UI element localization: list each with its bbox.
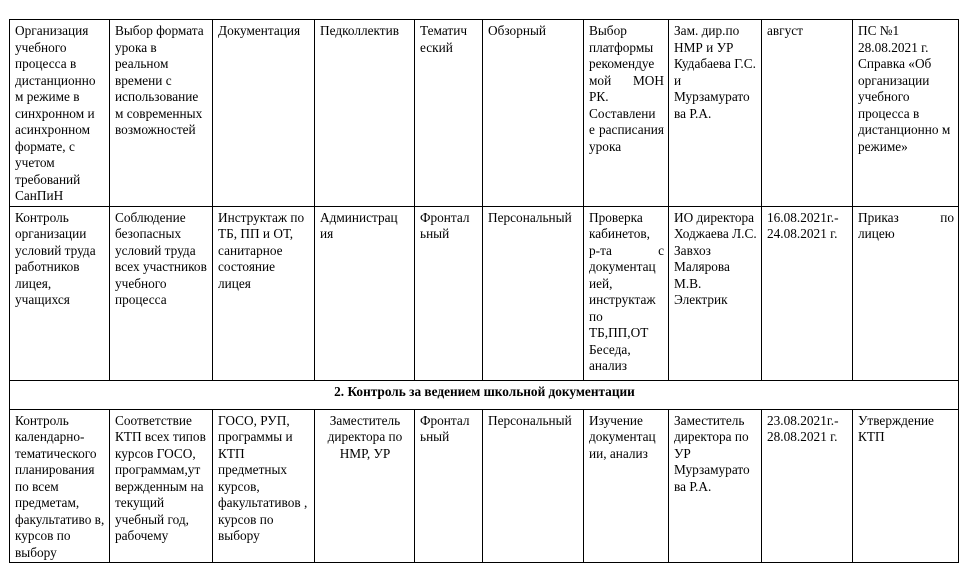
table-cell-dates: август [762, 20, 853, 207]
table-cell-measure: Организация учебного процесса в дистанционно м режиме в синхронном и асинхронном формате, с учетом требований СанПиН [10, 20, 110, 207]
table-cell-method: Выбор платформы рекомендуе мой МОН РК. Составлени е расписания урока [584, 20, 669, 207]
table-cell-object: Документация [213, 20, 315, 207]
table-cell-object: ГОСО, РУП, программы и КТП предметных курсов, факультативов , курсов по выбору [213, 409, 315, 563]
table-cell-goal: Выбор формата урока в реальном времени с использование м современных возможностей [110, 20, 213, 207]
table-cell-subject: Заместитель директора по НМР, УР [315, 409, 415, 563]
table-cell-dates: 16.08.2021г.- 24.08.2021 г. [762, 206, 853, 380]
table-cell-object: Инструктаж по ТБ, ПП и ОТ, санитарное состояние лицея [213, 206, 315, 380]
section-title: 2. Контроль за ведением школьной документации [10, 380, 959, 409]
table-cell-method: Изучение документац ии, анализ [584, 409, 669, 563]
table-cell-measure: Контроль календарно-тематического планирования по всем предметам, факультативо в, курсов по выбору [10, 409, 110, 563]
table-cell-dates: 23.08.2021г.- 28.08.2021 г. [762, 409, 853, 563]
table-cell-result: Приказ по лицею [853, 206, 959, 380]
table-cell-result: Утверждение КТП [853, 409, 959, 563]
table-cell-responsible: Заместитель директора по УР Мурзамурато ва Р.А. [669, 409, 762, 563]
table-cell-measure: Контроль организации условий труда работников лицея, учащихся [10, 206, 110, 380]
table-row [10, 409, 959, 563]
table-row [10, 206, 959, 380]
table-cell-method: Проверка кабинетов, р-та с документац ией, инструктаж по ТБ,ПП,ОТ Беседа, анализ [584, 206, 669, 380]
table-cell-subject: Педколлектив [315, 20, 415, 207]
table-cell-control-form: Обзорный [483, 20, 584, 207]
table-cell-control-form: Персональный [483, 409, 584, 563]
table-cell-control-type: Тематич еский [415, 20, 483, 207]
table-cell-goal: Соблюдение безопасных условий труда всех участников учебного процесса [110, 206, 213, 380]
table-cell-control-form: Персональный [483, 206, 584, 380]
table-cell-responsible: ИО директора Ходжаева Л.С. Завхоз Малярова М.В. Электрик [669, 206, 762, 380]
table-cell-control-type: Фронтал ьный [415, 206, 483, 380]
table-cell-goal: Соответствие КТП всех типов курсов ГОСО, программам,ут вержденным на текущий учебный год, рабочему [110, 409, 213, 563]
table-cell-responsible: Зам. дир.по НМР и УР Кудабаева Г.С. и Мурзамурато ва Р.А. [669, 20, 762, 207]
table-cell-subject: Администрац ия [315, 206, 415, 380]
section-row [10, 380, 959, 409]
table-cell-control-type: Фронтал ьный [415, 409, 483, 563]
table-cell-result: ПС №1 28.08.2021 г. Справка «Об организации учебного процесса в дистанционно м режиме» [853, 20, 959, 207]
table-row [10, 20, 959, 207]
control-plan-table [9, 19, 959, 563]
